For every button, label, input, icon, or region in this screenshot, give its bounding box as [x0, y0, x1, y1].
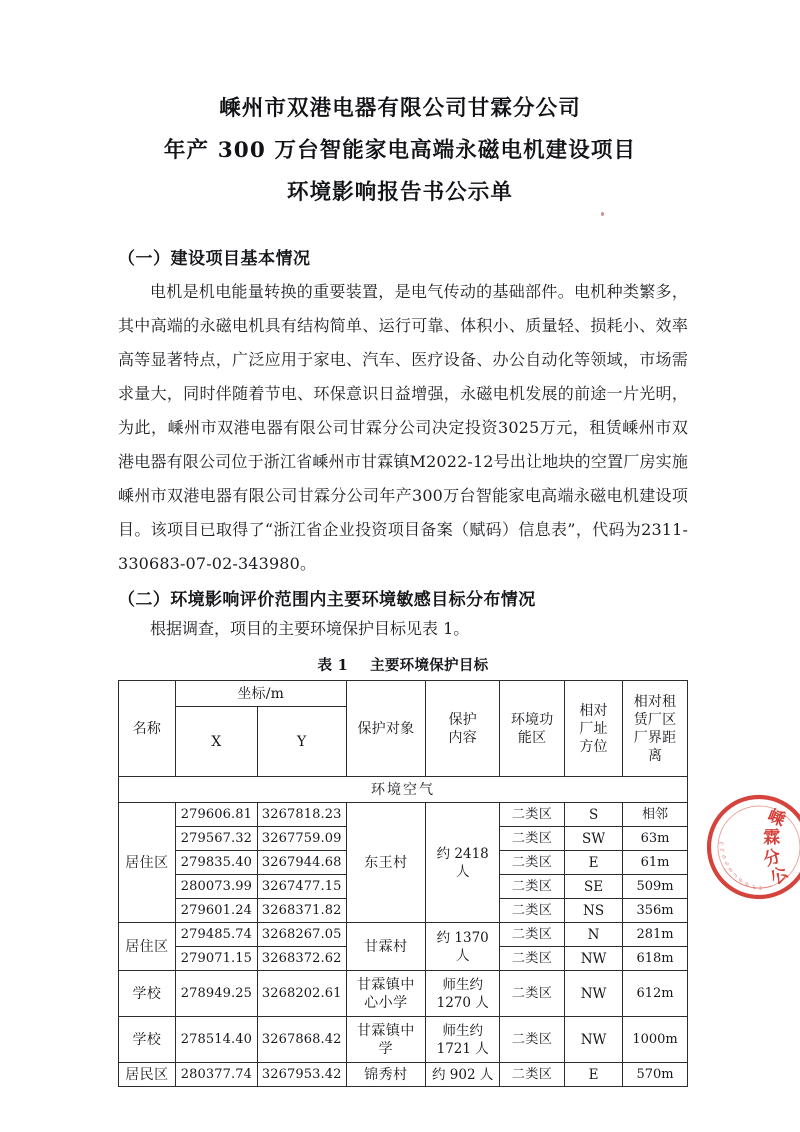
header-y: Y	[257, 707, 346, 777]
cell-name: 学校	[119, 1017, 176, 1063]
cell-y: 3268372.62	[257, 947, 346, 971]
section-two-note: 根据调查，项目的主要环境保护目标见表 1。	[150, 619, 470, 638]
cell-distance: 63m	[623, 827, 688, 851]
table-header-row-1	[119, 681, 688, 707]
header-direction-line3: 方位	[579, 738, 608, 755]
cell-x: 279606.81	[175, 803, 257, 827]
header-function-line2: 能区	[517, 729, 547, 746]
cell-name: 居住区	[119, 803, 176, 923]
header-coordinates: 坐标/m	[175, 681, 346, 707]
svg-text:3: 3	[719, 847, 727, 854]
header-direction	[565, 681, 623, 777]
cell-y: 3268371.82	[257, 899, 346, 923]
svg-text:0: 0	[721, 854, 729, 861]
cell-zone: 二类区	[500, 875, 565, 899]
cell-zone: 二类区	[500, 899, 565, 923]
document-body	[0, 244, 800, 1087]
header-direction-line2: 厂址	[579, 720, 608, 737]
cell-direction: SW	[565, 827, 623, 851]
cell-zone: 二类区	[500, 1017, 565, 1063]
cell-content-line2: 1270 人	[436, 994, 489, 1011]
cell-x: 280377.74	[175, 1063, 257, 1087]
cell-x: 280073.99	[175, 875, 257, 899]
cell-object	[346, 971, 426, 1017]
cell-object	[346, 1017, 426, 1063]
cell-direction: NS	[565, 899, 623, 923]
cell-distance: 61m	[623, 851, 688, 875]
svg-text:2: 2	[758, 885, 763, 892]
cell-object-line2: 学	[378, 1040, 394, 1057]
scan-ink-mark	[601, 212, 604, 216]
cell-direction: NW	[565, 1017, 623, 1063]
cell-object-line1: 甘霖镇中	[356, 976, 415, 993]
cell-y: 3267868.42	[257, 1017, 346, 1063]
cell-content-line1: 师生约	[442, 1022, 483, 1039]
header-distance-line2: 赁厂区	[633, 711, 677, 728]
table-caption	[118, 654, 688, 675]
cell-object: 甘霖村	[346, 923, 426, 971]
header-direction-line1: 相对	[579, 702, 608, 719]
svg-text:0: 0	[744, 881, 750, 889]
table-body	[119, 777, 688, 1087]
svg-text:嵊: 嵊	[764, 805, 788, 831]
section-two-heading: （二）环境影响评价范围内主要环境敏感目标分布情况	[118, 590, 536, 610]
cell-x: 279601.24	[175, 899, 257, 923]
table-row	[119, 803, 688, 827]
table-row	[119, 923, 688, 947]
cell-name: 居住区	[119, 923, 176, 971]
header-distance-line1: 相对租	[633, 693, 677, 710]
cell-distance: 1000m	[623, 1017, 688, 1063]
cell-direction: NW	[565, 971, 623, 1017]
cell-object: 锦秀村	[346, 1063, 426, 1087]
svg-text:分: 分	[760, 846, 784, 871]
svg-text:霖: 霖	[763, 828, 781, 849]
document-title	[0, 88, 800, 214]
table-row	[119, 1017, 688, 1063]
cell-direction: SE	[565, 875, 623, 899]
cell-direction: S	[565, 803, 623, 827]
header-function-line1: 环境功	[510, 711, 554, 728]
cell-distance: 570m	[623, 1063, 688, 1087]
cell-content	[426, 971, 500, 1017]
header-content-line1: 保护	[448, 711, 477, 728]
band-label-air: 环境空气	[119, 777, 688, 803]
cell-object-line1: 甘霖镇中	[356, 1022, 415, 1039]
svg-text:1: 1	[751, 884, 757, 892]
cell-content-line2: 1721 人	[436, 1040, 489, 1057]
cell-zone: 二类区	[500, 923, 565, 947]
cell-y: 3267759.09	[257, 827, 346, 851]
cell-zone: 二类区	[500, 803, 565, 827]
cell-object-line2: 心小学	[364, 994, 408, 1011]
cell-zone: 二类区	[500, 827, 565, 851]
cell-y: 3267818.23	[257, 803, 346, 827]
section-one-heading: （一）建设项目基本情况	[118, 249, 311, 269]
cell-direction: E	[565, 1063, 623, 1087]
cell-content: 约 902 人	[426, 1063, 500, 1087]
header-x: X	[175, 707, 257, 777]
svg-text:公: 公	[766, 862, 793, 890]
cell-distance: 281m	[623, 923, 688, 947]
table-head	[119, 681, 688, 777]
cell-x: 279835.40	[175, 851, 257, 875]
cell-direction: N	[565, 923, 623, 947]
header-content	[426, 681, 500, 777]
cell-y: 3267477.15	[257, 875, 346, 899]
header-distance	[623, 681, 688, 777]
svg-text:6: 6	[724, 860, 731, 868]
cell-x: 278514.40	[175, 1017, 257, 1063]
cell-distance: 356m	[623, 899, 688, 923]
cell-content-line1: 师生约	[442, 976, 483, 993]
table-caption-label: 表 1	[317, 657, 349, 674]
header-function-zone	[500, 681, 565, 777]
cell-name: 居民区	[119, 1063, 176, 1087]
table-row	[119, 971, 688, 1017]
title-line-1: 嵊州市双港电器有限公司甘霖分公司	[219, 96, 581, 121]
cell-zone: 二类区	[500, 947, 565, 971]
cell-zone: 二类区	[500, 851, 565, 875]
svg-text:8: 8	[727, 867, 735, 874]
cell-y: 3268202.61	[257, 971, 346, 1017]
cell-object: 东王村	[346, 803, 426, 923]
cell-x: 279071.15	[175, 947, 257, 971]
header-content-line2: 内容	[448, 729, 477, 746]
header-object: 保护对象	[346, 681, 426, 777]
svg-text:3: 3	[732, 872, 739, 880]
section-one-paragraph: 电机是机电能量转换的重要装置，是电气传动的基础部件。电机种类繁多，其中高端的永磁电机具有结构简单、运行可靠、体积小、质量轻、损耗小、效率高等显著特点，广泛应用于家电、汽车、医疗设备、办公自动化等领域，市场需求量大，同时伴随着节电、环保意识日益增强，永磁电机发展的前途一片光明，为此，嵊州市双港电器有限公司甘霖分公司决定投资3025万元，租赁嵊州市双港电器有限公司位于浙江省嵊州市甘霖镇M2022-12号出让地块的空置厂房实施嵊州市双港电器有限公司甘霖分公司年产300万台智能家电高端永磁电机建设项目。该项目已取得了“浙江省企业投资项目备案（赋码）信息表”，代码为2311-330683-07-02-343980。	[118, 282, 688, 573]
cell-x: 278949.25	[175, 971, 257, 1017]
cell-name: 学校	[119, 971, 176, 1017]
cell-content: 约 1370 人	[426, 923, 500, 971]
header-distance-line4: 离	[647, 747, 663, 764]
title-line-3: 环境影响报告书公示单	[286, 180, 513, 205]
svg-text:0: 0	[738, 877, 744, 885]
environmental-protection-targets-table	[118, 680, 688, 1087]
cell-direction: E	[565, 851, 623, 875]
cell-distance: 509m	[623, 875, 688, 899]
cell-zone: 二类区	[500, 1063, 565, 1087]
cell-zone: 二类区	[500, 971, 565, 1017]
cell-y: 3268267.05	[257, 923, 346, 947]
cell-distance: 相邻	[623, 803, 688, 827]
title-line-2: 年产 300 万台智能家电高端永磁电机建设项目	[163, 138, 637, 163]
cell-direction: NW	[565, 947, 623, 971]
table-caption-title: 主要环境保护目标	[370, 657, 489, 674]
cell-distance: 612m	[623, 971, 688, 1017]
cell-distance: 618m	[623, 947, 688, 971]
cell-y: 3267953.42	[257, 1063, 346, 1087]
cell-y: 3267944.68	[257, 851, 346, 875]
cell-x: 279485.74	[175, 923, 257, 947]
table-row	[119, 1063, 688, 1087]
cell-content: 约 2418 人	[426, 803, 500, 923]
cell-x: 279567.32	[175, 827, 257, 851]
svg-text:3: 3	[719, 841, 726, 847]
header-distance-line3: 厂界距	[633, 729, 677, 746]
cell-content	[426, 1017, 500, 1063]
table-band-row	[119, 777, 688, 803]
header-name: 名称	[119, 681, 176, 777]
